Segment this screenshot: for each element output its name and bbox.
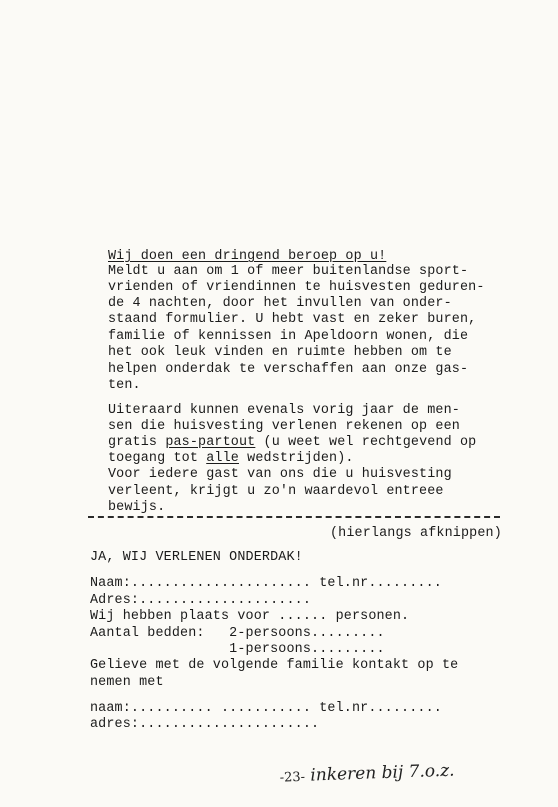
form-text: Gelieve met de volgende familie kontakt op te (90, 658, 459, 673)
para2-text: gratis (108, 435, 166, 450)
para2-line: verleent, krijgt u zo'n waardevol entreee (108, 484, 444, 499)
form-text: nemen met (90, 675, 164, 690)
cut-line (88, 516, 500, 518)
para2-line (108, 451, 354, 467)
cut-note: (hierlangs afknippen) (330, 526, 502, 541)
para2-line: Voor iedere gast van ons die u huisvesting (108, 467, 452, 482)
form-field-family-adres: adres:...................... (90, 717, 320, 732)
intro-line: staand formulier. U hebt vast en zeker buren, (108, 312, 477, 327)
intro-line: familie of kennissen in Apeldoorn wonen, die (108, 329, 469, 344)
handwritten-text: inkeren bij 7.o.z. (310, 760, 455, 786)
intro-line: de 4 nachten, door het invullen van onder- (108, 296, 452, 311)
page-number: -23- (279, 769, 306, 786)
alle-underlined: alle (206, 451, 239, 466)
form-field-adres: Adres:..................... (90, 593, 312, 608)
form-field-family-naam: naam:.......... ........... tel.nr......... (90, 701, 442, 716)
intro-line: vrienden of vriendinnen te huisvesten geduren- (108, 280, 485, 295)
para2-line: Uiteraard kunnen evenals vorig jaar de men- (108, 403, 460, 418)
para2-line: sen die huisvesting verlenen rekenen op een (108, 419, 460, 434)
form-title: JA, WIJ VERLENEN ONDERDAK! (90, 550, 303, 565)
para2-text: toegang tot (108, 451, 207, 466)
form-field-bedden: Aantal bedden: 2-persoons......... (90, 626, 385, 641)
form-field-bedden-1p: 1-persoons......... (90, 642, 385, 657)
footer-handwritten-note (257, 741, 456, 807)
intro-line: helpen onderdak te verschaffen aan onze gas- (108, 362, 469, 377)
form-field-plaats: Wij hebben plaats voor ...... personen. (90, 609, 410, 624)
para2-line (108, 435, 476, 451)
intro-line: ten. (108, 378, 141, 393)
intro-line: Meldt u aan om 1 of meer buitenlandse sport- (108, 264, 469, 279)
para2-text: (u weet wel rechtgevend op (255, 435, 477, 450)
para2-line: bewijs. (108, 500, 166, 515)
pas-partout-underlined: pas-partout (165, 435, 256, 450)
appeal-heading: Wij doen een dringend beroep op u! (108, 249, 387, 264)
form-field-naam: Naam:...................... tel.nr......... (90, 576, 442, 591)
intro-line: het ook leuk vinden en ruimte hebben om te (108, 345, 452, 360)
para2-text: wedstrijden). (238, 451, 354, 466)
